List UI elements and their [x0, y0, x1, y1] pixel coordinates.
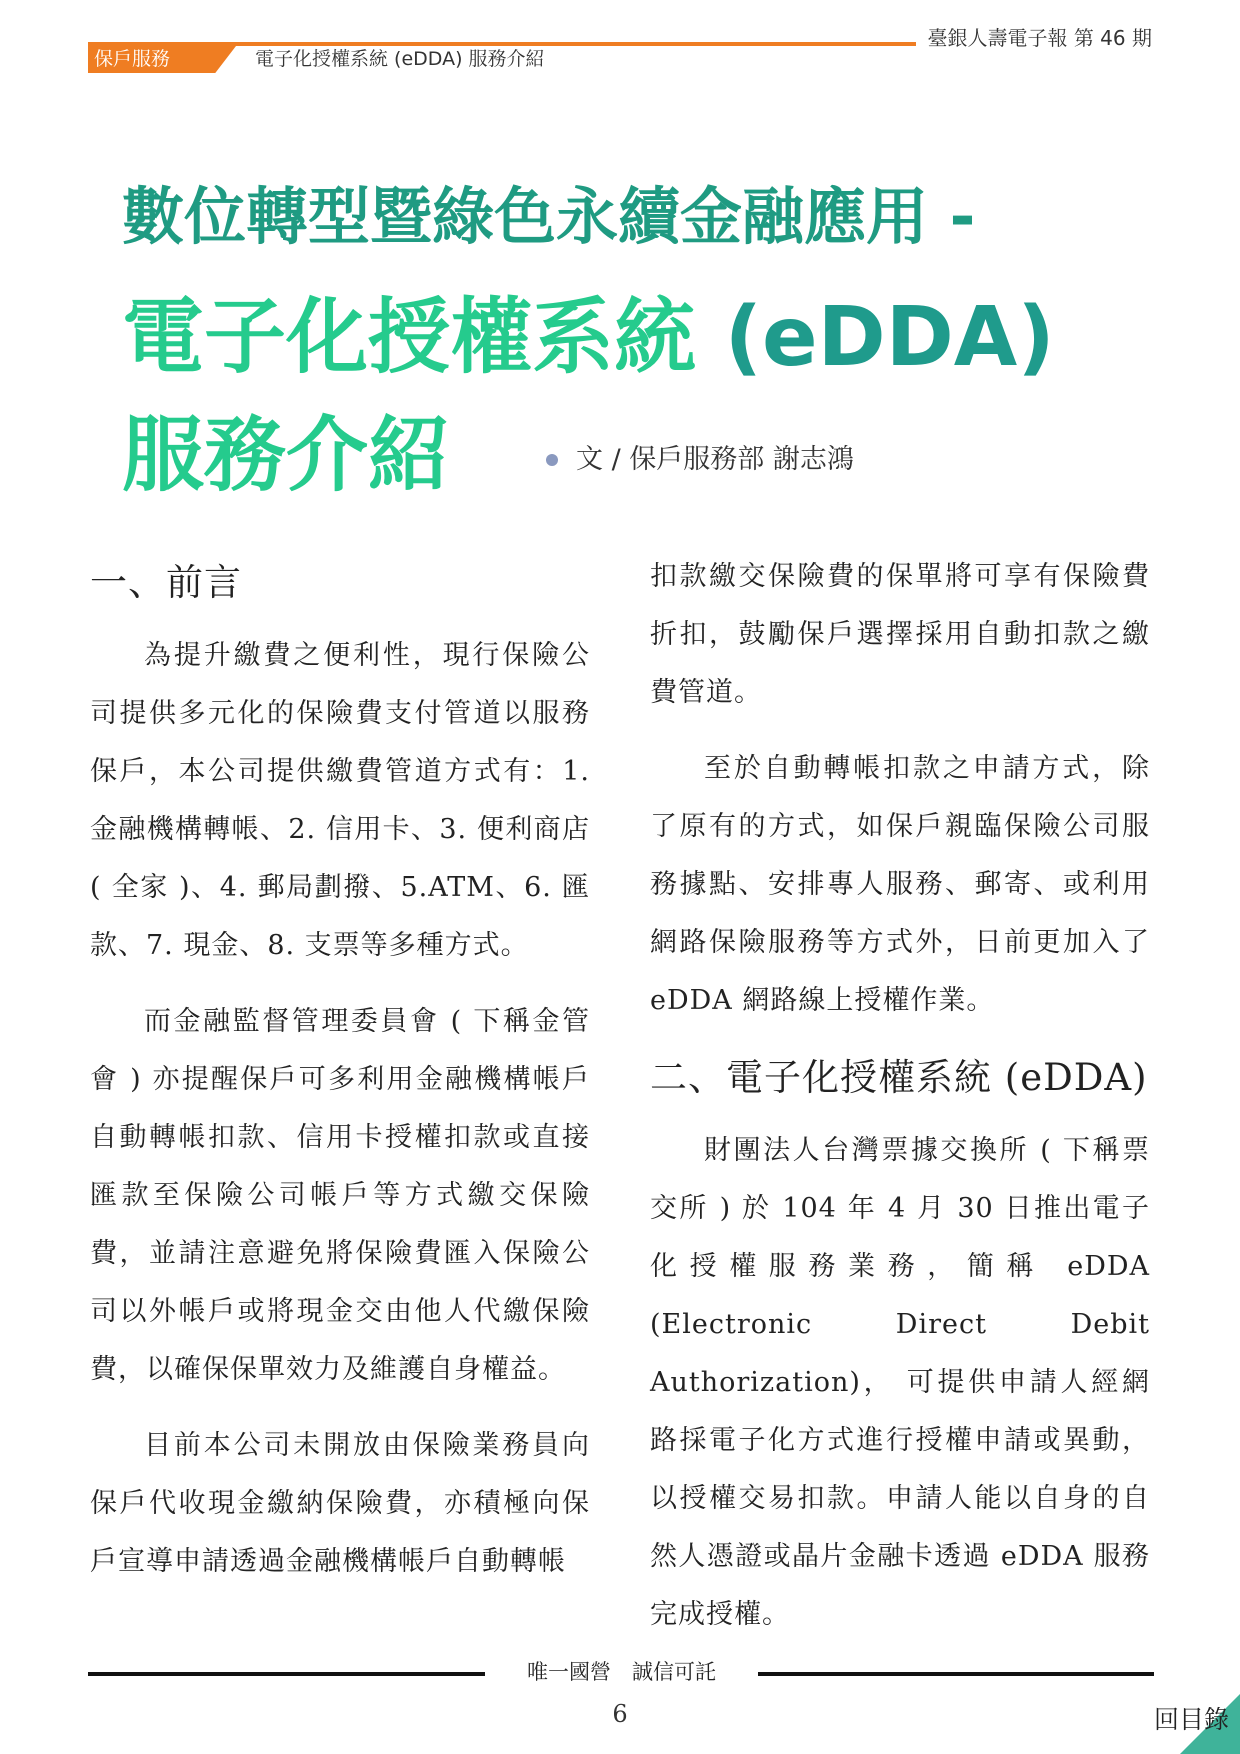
paragraph: 而金融監督管理委員會 ( 下稱金管會 ) 亦提醒保戶可多利用金融機構帳戶自動轉帳扣款、信用卡授權扣款或直接匯款至保險公司帳戶等方式繳交保險費，並請注意避免將保險費匯入保險公司以外帳戶或將現金交由他人代繳保險費，以確保保單效力及維護自身權益。: [90, 1006, 590, 1385]
back-to-toc-link[interactable]: 回目錄: [1154, 1705, 1230, 1734]
section-heading-edda: 二、電子化授權系統 (eDDA): [650, 1056, 1148, 1099]
title-line-2-cjk: 電子化授權系統: [122, 290, 725, 385]
page-number: 6: [612, 1700, 628, 1728]
issue-label: 臺銀人壽電子報 第 46 期: [927, 26, 1152, 50]
header-topic: 電子化授權系統 (eDDA) 服務介紹: [255, 48, 545, 70]
byline: 文 / 保戶服務部 謝志鴻: [576, 444, 854, 475]
right-column: [650, 548, 1150, 1662]
paragraph: 為提升繳費之便利性，現行保險公司提供多元化的保險費支付管道以服務保戶，本公司提供繳費管道方式有：1. 金融機構轉帳、2. 信用卡、3. 便利商店 ( 全家 )、4. 郵局劃撥、5.ATM、6. 匯款、7. 現金、8. 支票等多種方式。: [90, 640, 590, 961]
paragraph: 目前本公司未開放由保險業務員向保戶代收現金繳納保險費，亦積極向保戶宣導申請透過金融機構帳戶自動轉帳: [90, 1430, 590, 1577]
paragraph: 財團法人台灣票據交換所 ( 下稱票交所 ) 於 104 年 4 月 30 日推出電子化授權服務業務，簡稱 eDDA (Electronic Direct Debit Authorization)， 可提供申請人經網路採電子化方式進行授權申請或異動，以授權交易扣款。申請人能以自身的自然人憑證或晶片金融卡透過 eDDA 服務完成授權。: [650, 1135, 1150, 1630]
section-heading-introduction: 一、前言: [90, 561, 242, 604]
title-line-3: 服務介紹: [122, 408, 451, 503]
title-line-2: [122, 290, 1055, 386]
left-column: [90, 553, 590, 1609]
title-line-2-latin: (eDDA): [724, 290, 1055, 385]
title-line-1: 數位轉型暨綠色永續金融應用 -: [122, 180, 976, 253]
paragraph-continuation: 扣款繳交保險費的保單將可享有保險費折扣，鼓勵保戶選擇採用自動扣款之繳費管道。: [650, 561, 1150, 708]
footer-rule-right: [758, 1672, 1154, 1676]
section-tag: 保戶服務: [94, 48, 171, 70]
footer-rule-left: [88, 1672, 485, 1676]
bullet-dot-icon: [546, 454, 558, 466]
paragraph: 至於自動轉帳扣款之申請方式，除了原有的方式，如保戶親臨保險公司服務據點、安排專人服務、郵寄、或利用網路保險服務等方式外，日前更加入了 eDDA 網路線上授權作業。: [650, 753, 1150, 1016]
footer-motto: 唯一國營 誠信可託: [527, 1660, 716, 1684]
